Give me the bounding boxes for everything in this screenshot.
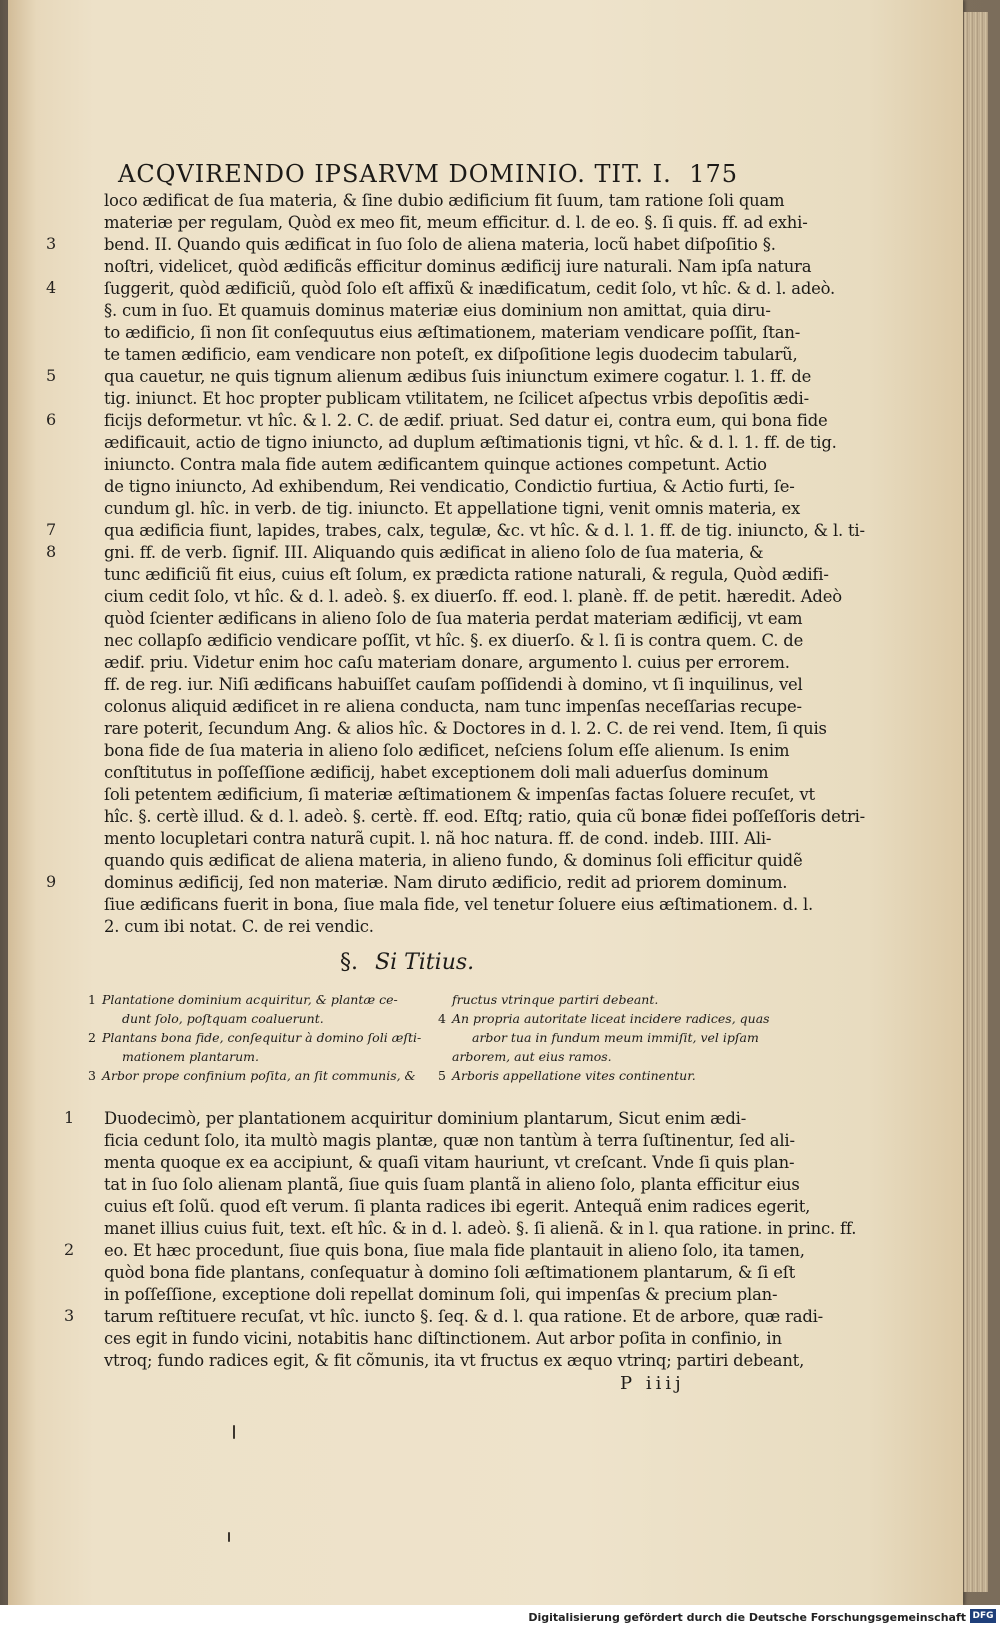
text-line: qua ædificia fiunt, lapides, trabes, calx, tegulæ, &c. vt hîc. & d. l. 1. ff. de tig. iniuncto, & l. ti- bbox=[104, 521, 865, 540]
summary-item-text: arborem, aut eius ramos. bbox=[452, 1049, 612, 1064]
text-line: quòd ſcienter ædificans in alieno ſolo de ſua materia perdat materiam ædificij, vt eam bbox=[104, 609, 803, 628]
text-line: tat in ſuo ſolo alienam plantã, ſiue quis ſuam plantã in alieno ſolo, planta efficitur eius bbox=[104, 1175, 800, 1194]
text-line: qua cauetur, ne quis tignum alienum ædibus ſuis iniunctum eximere cogatur. l. 1. ff. de bbox=[104, 367, 812, 386]
text-line: §. cum in ſuo. Et quamuis dominus materiæ eius dominium non amittat, quia diru- bbox=[104, 301, 771, 320]
text-line: nec collapſo ædificio vendicare poſſit, vt hîc. §. ex diuerſo. & l. ſi is contra quem. C. de bbox=[104, 631, 804, 650]
margin-number: 3 bbox=[64, 1306, 75, 1325]
summary-item-continuation: mationem plantarum. bbox=[122, 1049, 259, 1064]
margin-number: 5 bbox=[46, 366, 57, 385]
summary-item-number: 1 bbox=[88, 992, 96, 1007]
summary-item bbox=[438, 990, 768, 1009]
text-line: de tigno iniuncto, Ad exhibendum, Rei vendicatio, Condictio furtiua, & Actio furti, ſe- bbox=[104, 477, 795, 496]
summary-item-text: Plantatione dominium acquiritur, & plantæ ce- bbox=[102, 992, 398, 1007]
text-line: mento locupletari contra naturã cupit. l. nã hoc natura. ff. de cond. indeb. IIII. Ali- bbox=[104, 829, 772, 848]
section-summary bbox=[88, 990, 770, 1090]
footer-credit: Digitalisierung gefördert durch die Deutsche Forschungsgemeinschaft bbox=[528, 1611, 966, 1624]
summary-item-number: 4 bbox=[438, 1011, 446, 1026]
summary-item bbox=[438, 1066, 768, 1085]
text-line: ficia cedunt ſolo, ita multò magis plantæ, quæ non tantùm à terra ſuſtinentur, ſed ali- bbox=[104, 1131, 795, 1150]
text-line: ſuggerit, quòd ædificiũ, quòd ſolo eſt affixũ & inædificatum, cedit ſolo, vt hîc. & d. l. adeò. bbox=[104, 279, 836, 298]
text-line: menta quoque ex ea accipiunt, & quaſi vitam hauriunt, vt creſcant. Vnde ſi quis plan- bbox=[104, 1153, 795, 1172]
text-line: cundum gl. hîc. in verb. de tig. iniuncto. Et appellatione tigni, venit omnis materia, ex bbox=[104, 499, 801, 518]
text-line: manet illius cuius fuit, text. eſt hîc. & in d. l. adeò. §. ſi alienã. & in l. qua ratione. in princ. ff. bbox=[104, 1219, 857, 1238]
summary-item-number: 2 bbox=[88, 1030, 96, 1045]
summary-item-text: Plantans bona fide, conſequitur à domino ſoli æſti- bbox=[102, 1030, 422, 1045]
text-line: te tamen ædificio, eam vendicare non poteſt, ex diſpoſitione legis duodecim tabularũ, bbox=[104, 345, 798, 364]
summary-item-text: Arboris appellatione vites continentur. bbox=[452, 1068, 696, 1083]
text-line: iniuncto. Contra mala fide autem ædificantem quinque actiones competunt. Actio bbox=[104, 455, 767, 474]
section-heading bbox=[340, 950, 474, 975]
page-edges bbox=[963, 12, 988, 1592]
ink-speck bbox=[228, 1532, 230, 1542]
text-line: conſtitutus in poſſeſſione ædificij, habet exceptionem doli mali aduerſus dominum bbox=[104, 763, 769, 782]
signature-mark: P iiij bbox=[620, 1373, 685, 1394]
text-line: ædificauit, actio de tigno iniuncto, ad duplum æſtimationis tigni, vt hîc. & d. l. 1. ff. de tig. bbox=[104, 433, 837, 452]
summary-right-column bbox=[438, 990, 768, 1085]
margin-number: 6 bbox=[46, 410, 57, 429]
margin-number: 4 bbox=[46, 278, 57, 297]
text-line: dominus ædificij, ſed non materiæ. Nam diruto ædificio, redit ad priorem dominum. bbox=[104, 873, 788, 892]
text-line: vtroq; fundo radices egit, & fit cõmunis, ita vt fructus ex æquo vtrinq; partiri debeant, bbox=[104, 1351, 805, 1370]
text-line: quando quis ædificat de aliena materia, in alieno fundo, & dominus ſoli efficitur quidẽ bbox=[104, 851, 803, 870]
summary-item-number: 3 bbox=[88, 1068, 96, 1083]
text-line: tarum reſtituere recuſat, vt hîc. iuncto §. ſeq. & d. l. qua ratione. Et de arbore, quæ radi- bbox=[104, 1307, 824, 1326]
text-line: hîc. §. certè illud. & d. l. adeò. §. certè. ff. eod. Eſtq; ratio, quia cũ bonæ fidei poſſeſſoris detri- bbox=[104, 807, 866, 826]
text-line: bona fide de ſua materia in alieno ſolo ædificet, neſciens ſolum eſſe alienum. Is enim bbox=[104, 741, 790, 760]
ink-speck bbox=[233, 1425, 235, 1439]
text-line: materiæ per regulam, Quòd ex meo fit, meum efficitur. d. l. de eo. §. ſi quis. ff. ad exhi- bbox=[104, 213, 808, 232]
text-line: eo. Et hæc procedunt, ſiue quis bona, ſiue mala fide plantauit in alieno ſolo, ita tamen, bbox=[104, 1241, 805, 1260]
text-line: gni. ff. de verb. ſignif. III. Aliquando quis ædificat in alieno ſolo de ſua materia, & bbox=[104, 543, 764, 562]
dfg-logo: DFG bbox=[970, 1609, 996, 1623]
running-head bbox=[118, 160, 738, 190]
summary-item bbox=[88, 1028, 422, 1047]
text-line: cuius eſt ſolũ. quod eſt verum. ſi planta radices ibi egerit. Antequã enim radices egerit, bbox=[104, 1197, 811, 1216]
summary-item-text: fructus vtrinque partiri debeant. bbox=[452, 992, 659, 1007]
summary-item-continuation: dunt ſolo, poſtquam coaluerunt. bbox=[122, 1011, 324, 1026]
text-line: in poſſeſſione, exceptione doli repellat dominum ſoli, qui impenſas & precium plan- bbox=[104, 1285, 778, 1304]
text-line: tunc ædificiũ fit eius, cuius eſt ſolum, ex prædicta ratione naturali, & regula, Quòd ædifi- bbox=[104, 565, 829, 584]
summary-left-column bbox=[88, 990, 422, 1085]
section-title: Si Titius. bbox=[375, 950, 475, 975]
text-line: colonus aliquid ædificet in re aliena conducta, nam tunc impenſas neceſſarias recupe- bbox=[104, 697, 802, 716]
summary-item bbox=[438, 1047, 768, 1066]
summary-item-number: 5 bbox=[438, 1068, 446, 1083]
margin-number: 8 bbox=[46, 542, 57, 561]
text-line: 2. cum ibi notat. C. de rei vendic. bbox=[104, 917, 374, 936]
summary-item-text: An propria autoritate liceat incidere radices, quas bbox=[452, 1011, 770, 1026]
summary-item bbox=[88, 990, 418, 1009]
text-line: noſtri, videlicet, quòd ædificãs efficitur dominus ædificij iure naturali. Nam ipſa natura bbox=[104, 257, 812, 276]
text-line: tig. iniunct. Et hoc propter publicam vtilitatem, ne ſcilicet aſpectus vrbis depoſitis ædi- bbox=[104, 389, 809, 408]
text-line: ces egit in fundo vicini, notabitis hanc diſtinctionem. Aut arbor poſita in confinio, in bbox=[104, 1329, 782, 1348]
margin-number: 9 bbox=[46, 872, 57, 891]
text-line: quòd bona fide plantans, conſequatur à domino ſoli æſtimationem plantarum, & ſi eſt bbox=[104, 1263, 795, 1282]
text-line: Duodecimò, per plantationem acquiritur dominium plantarum, Sicut enim ædi- bbox=[104, 1109, 747, 1128]
text-line: to ædificio, ſi non ſit conſequutus eius æſtimationem, materiam vendicare poſſit, ſtan- bbox=[104, 323, 801, 342]
text-line: ff. de reg. iur. Niſi ædificans habuiſſet cauſam poſſidendi à domino, vt ſi inquilinus, vel bbox=[104, 675, 803, 694]
text-line: ædif. priu. Videtur enim hoc caſu materiam donare, argumento l. cuius per errorem. bbox=[104, 653, 790, 672]
main-text-block bbox=[104, 190, 866, 938]
text-line: ficijs deformetur. vt hîc. & l. 2. C. de ædif. priuat. Sed datur ei, contra eum, qui bona fide bbox=[104, 411, 828, 430]
margin-number: 2 bbox=[64, 1240, 75, 1259]
text-line: ſoli petentem ædificium, ſi materiæ æſtimationem & impenſas factas ſoluere recuſet, vt bbox=[104, 785, 815, 804]
text-line: ſiue ædificans fuerit in bona, ſiue mala fide, vel tenetur ſoluere eius æſtimationem. d. l. bbox=[104, 895, 814, 914]
section-symbol: §. bbox=[340, 950, 358, 975]
text-line: cium cedit ſolo, vt hîc. & d. l. adeò. §. ex diuerſo. ff. eod. l. planè. ff. de petit. hæredit. Adeò bbox=[104, 587, 842, 606]
summary-item bbox=[88, 1066, 418, 1085]
second-text-block bbox=[104, 1108, 857, 1372]
summary-item-text: Arbor prope confinium poſita, an ſit communis, & bbox=[102, 1068, 416, 1083]
summary-item-continuation: arbor tua in fundum meum immiſit, vel ipſam bbox=[472, 1030, 759, 1045]
text-line: rare poterit, ſecundum Ang. & alios hîc. & Doctores in d. l. 2. C. de rei vend. Item, ſi quis bbox=[104, 719, 827, 738]
page-number: 175 bbox=[689, 160, 738, 188]
text-line: loco ædificat de ſua materia, & ſine dubio ædificium fit ſuum, tam ratione ſoli quam bbox=[104, 191, 785, 210]
margin-number: 3 bbox=[46, 234, 57, 253]
running-head-title: ACQVIRENDO IPSARVM DOMINIO. TIT. I. bbox=[118, 160, 672, 188]
text-line: bend. II. Quando quis ædificat in ſuo ſolo de aliena materia, locũ habet diſpoſitio §. bbox=[104, 235, 776, 254]
summary-item bbox=[438, 1009, 768, 1028]
margin-number: 1 bbox=[64, 1108, 75, 1127]
margin-number: 7 bbox=[46, 520, 57, 539]
